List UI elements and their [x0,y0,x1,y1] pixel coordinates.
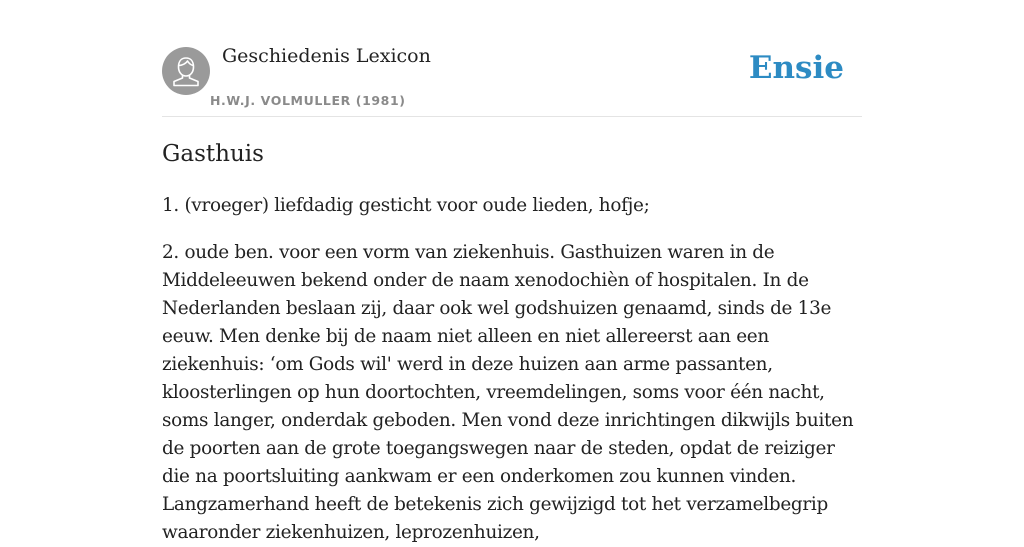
definition-1: 1. (vroeger) liefdadig gesticht voor oude lieden, hofje; [162,195,650,216]
author-avatar[interactable] [162,47,210,95]
user-icon [162,47,210,95]
entry-title: Gasthuis [162,141,264,167]
source-title-link[interactable]: Geschiedenis Lexicon [222,45,431,67]
definition-2: 2. oude ben. voor een vorm van ziekenhuis. Gasthuizen waren in de Middeleeuwen bekend onder de naam xenodochièn of hospitalen. In de Nederlanden beslaan zij, daar ook wel godshuizen genaamd, sinds de 13e eeuw. Men denke bij de naam niet alleen en niet allereerst aan een ziekenhuis: ‘om Gods wil' werd in deze huizen aan arme passanten, kloosterlingen op hun doortochten, vreemdelingen, soms voor één nacht, soms langer, onderdak geboden. Men vond deze inrichtingen dikwijls buiten de poorten aan de grote toegangswegen naar de steden, opdat de reiziger die na poortsluiting aankwam er een onderkomen zou kunnen vinden. Langzamerhand heeft de betekenis zich gewijzigd tot het verzamelbegrip waaronder ziekenhuizen, leprozenhuizen, [162,242,854,543]
header [162,0,862,117]
author-name: H.W.J. VOLMULLER (1981) [210,93,406,108]
entry-content [162,138,862,547]
brand-logo-link[interactable]: Ensie [748,50,844,86]
